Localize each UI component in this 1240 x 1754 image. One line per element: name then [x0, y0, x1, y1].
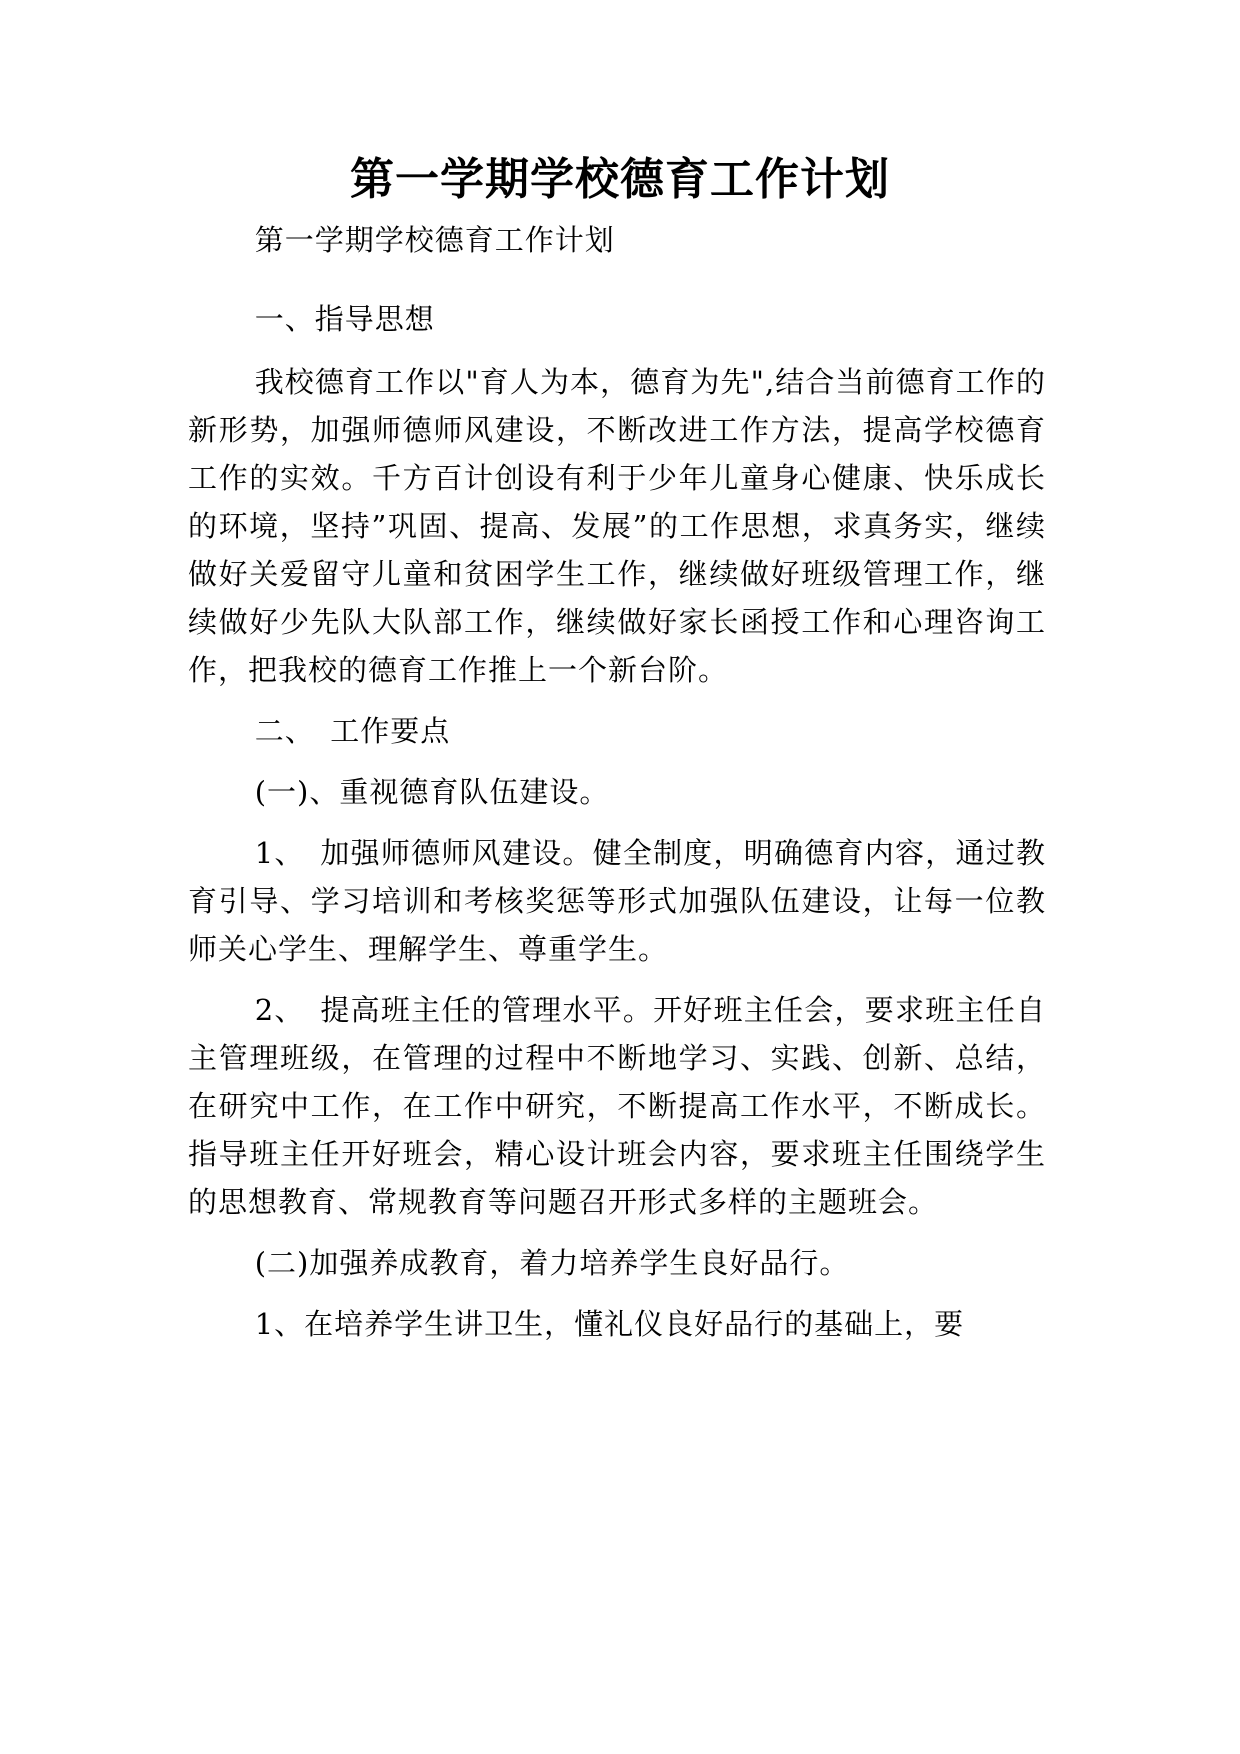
- section-heading-guiding-ideology: 一、指导思想: [254, 302, 435, 336]
- paragraph-class-teacher-management: 2、 提高班主任的管理水平。开好班主任会，要求班主任自主管理班级，在管理的过程中不断地学习、实践、创新、总结，在研究中工作，在工作中研究，不断提高工作水平，不断成长。指导班主任开好班会，精心设计班会内容，要求班主任围绕学生的思想教育、常规教育等问题召开形式多样的主题班会。: [188, 993, 1046, 1219]
- subsection-heading-habit-education: (二)加强养成教育，着力培养学生良好品行。: [254, 1246, 850, 1280]
- subtitle-paragraph: 第一学期学校德育工作计划: [254, 223, 615, 257]
- document-body: [188, 216, 1046, 1348]
- document-title: 第一学期学校德育工作计划: [350, 154, 890, 205]
- paragraph-teacher-ethics: 1、 加强师德师风建设。健全制度，明确德育内容，通过教育引导、学习培训和考核奖惩等形式加强队伍建设，让每一位教师关心学生、理解学生、尊重学生。: [188, 836, 1046, 966]
- section-heading-work-points: 二、 工作要点: [254, 714, 451, 748]
- paragraph-habit-education-item-1: 1、在培养学生讲卫生，懂礼仪良好品行的基础上，要: [254, 1307, 965, 1341]
- paragraph-guiding-ideology: 我校德育工作以"育人为本，德育为先",结合当前德育工作的新形势，加强师德师风建设，不断改进工作方法，提高学校德育工作的实效。千方百计创设有利于少年儿童身心健康、快乐成长的环境，坚持”巩固、提高、发展”的工作思想，求真务实，继续做好关爱留守儿童和贫困学生工作，继续做好班级管理工作，继续做好少先队大队部工作，继续做好家长函授工作和心理咨询工作，把我校的德育工作推上一个新台阶。: [188, 365, 1046, 687]
- subsection-heading-team-building: (一)、重视德育队伍建设。: [254, 775, 610, 809]
